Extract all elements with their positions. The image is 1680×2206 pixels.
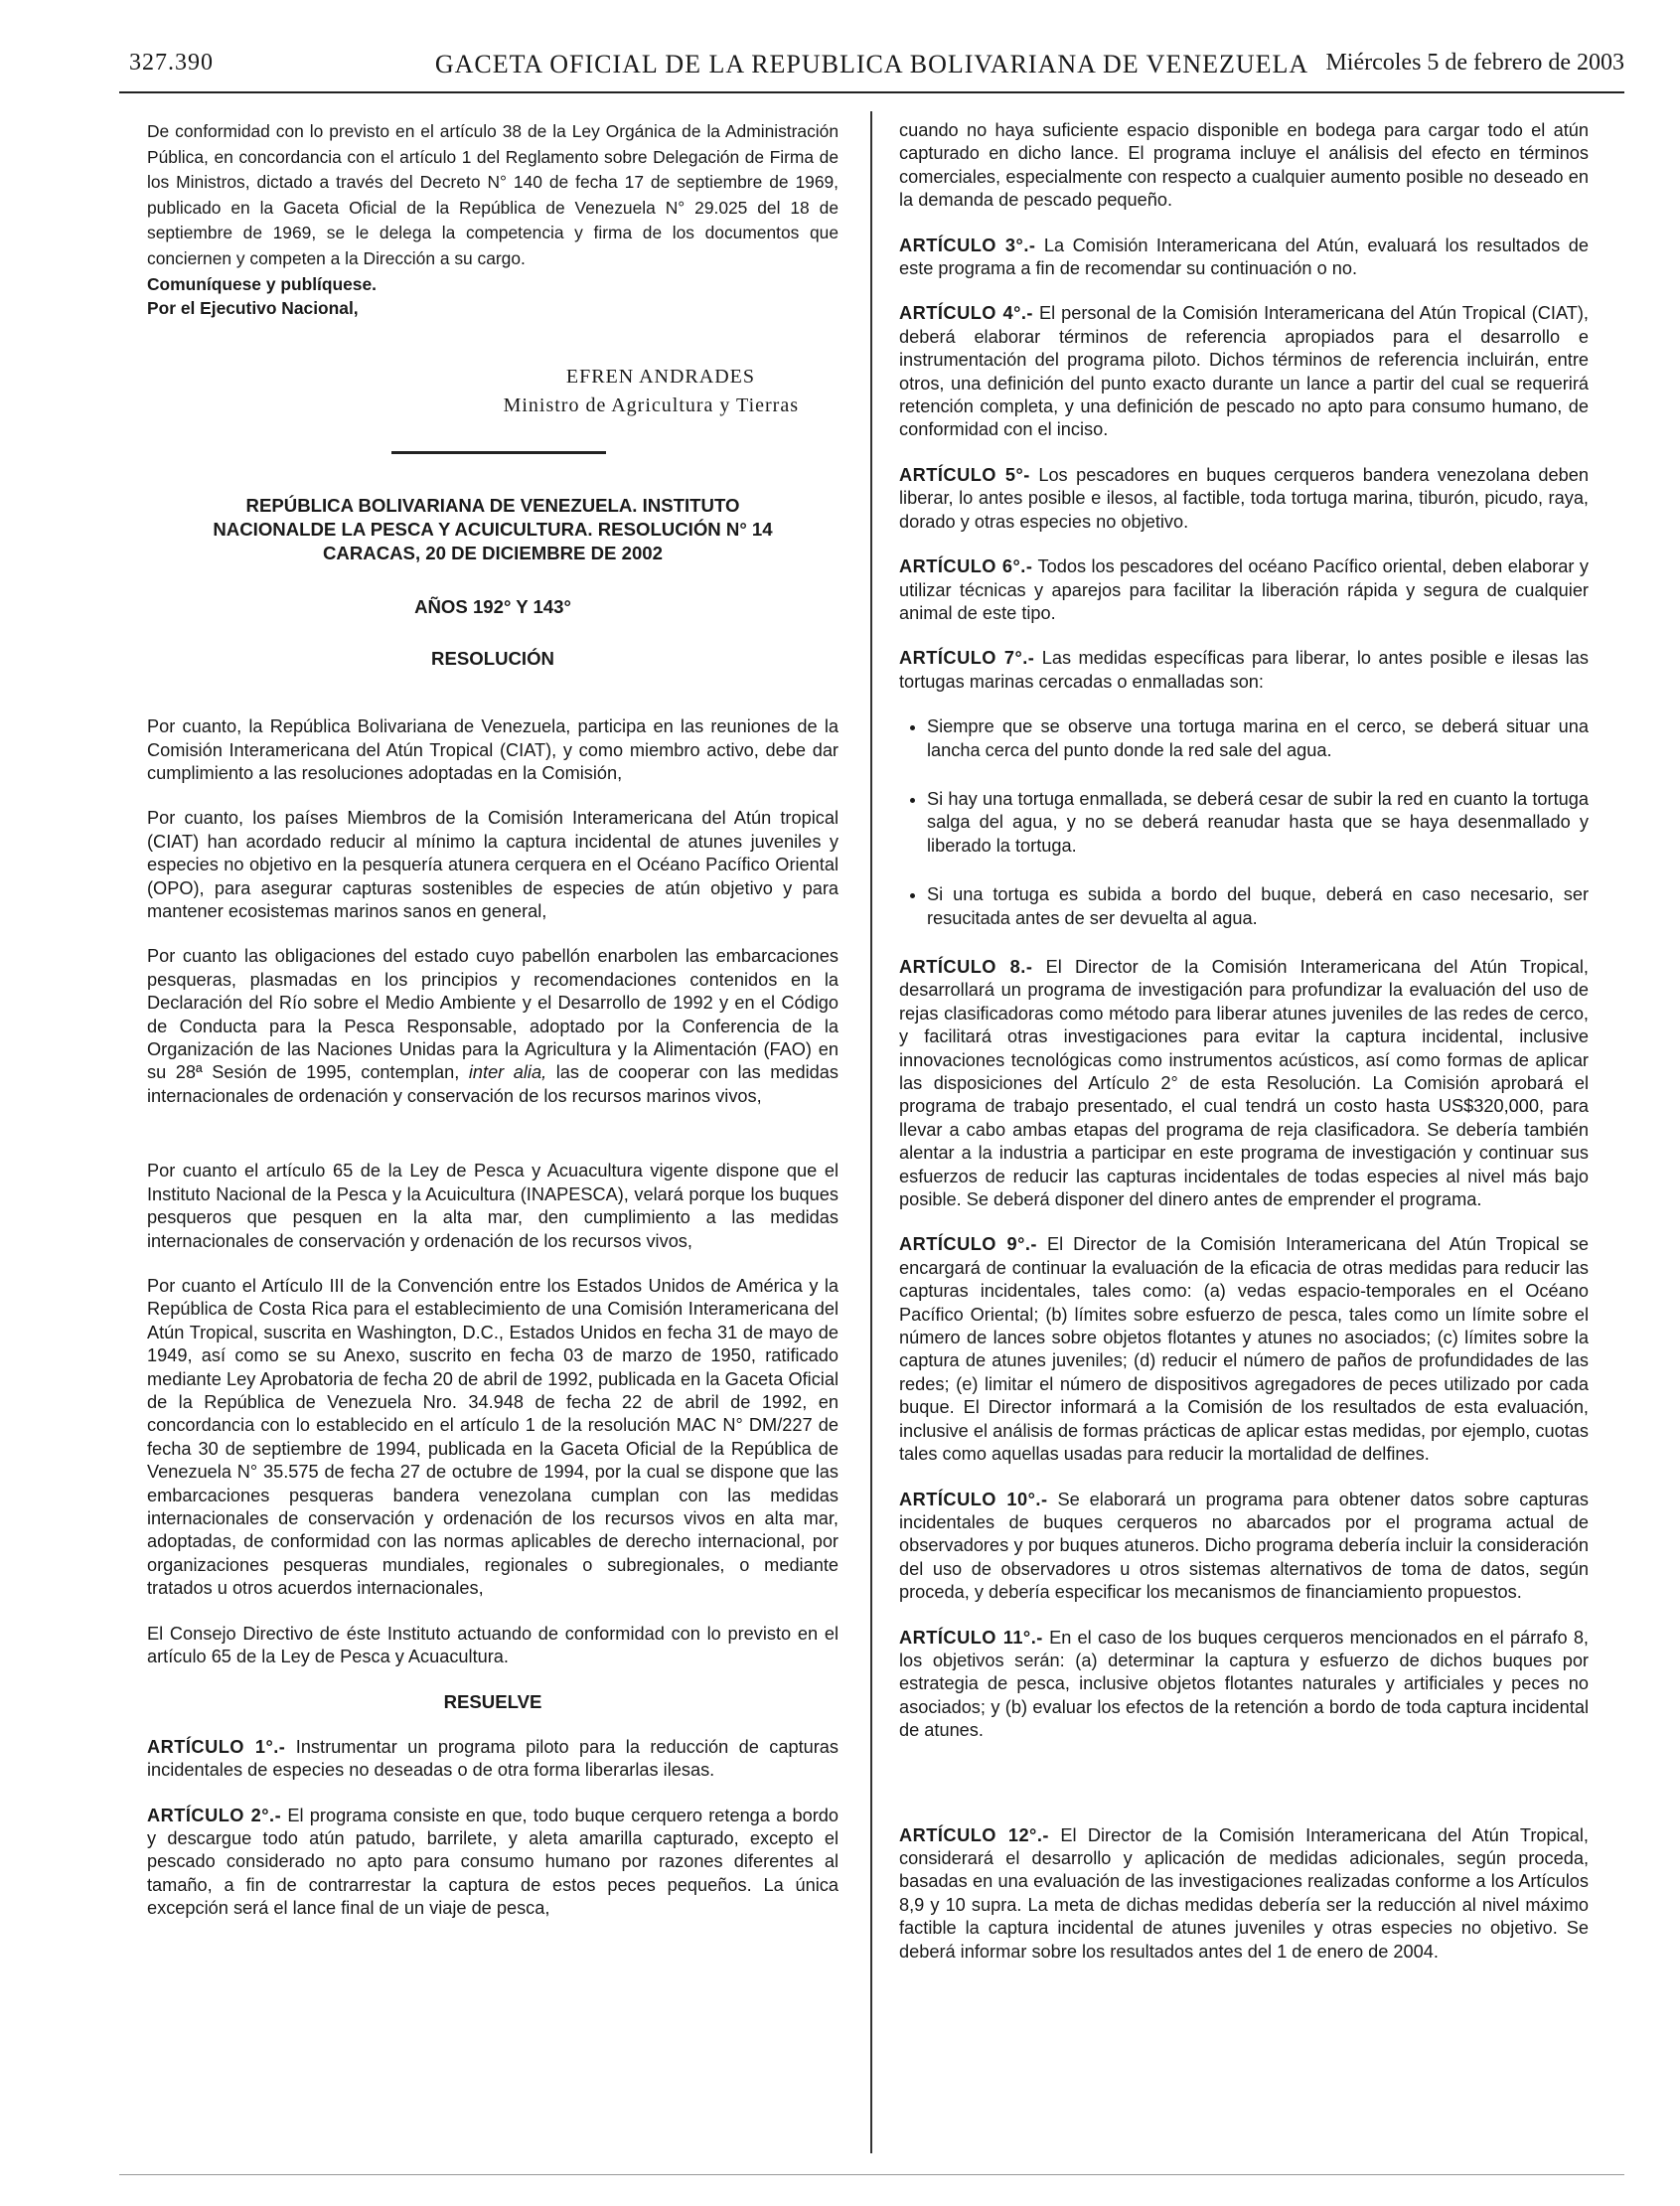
signature-block [147, 366, 839, 418]
signer-role: Ministro de Agricultura y Tierras [503, 394, 799, 416]
article-11-text: En el caso de los buques cerqueros mencionados en el párrafo 8, los objetivos serán: (a) determinar la captura y esfuerzo de dichos buques por estrategia de pesca, inclusive objetos flotantes naturales y artificiales y peces no asociados; y (b) evaluar los efectos de la retención a bordo de toda captura incidental de atunes. [899, 1627, 1589, 1741]
article-2-continued: cuando no haya suficiente espacio disponible en bodega para cargar todo el atún capturado en dicho lance. El programa incluye el análisis del efecto en términos comerciales, especialmente con respecto a cualquier aumento posible no deseado en la demanda de pescado pequeño. [899, 120, 1589, 211]
left-column [147, 119, 839, 1943]
article-1 [147, 1736, 839, 1783]
resolution-heading-line-1: REPÚBLICA BOLIVARIANA DE VENEZUELA. INSTITUTO [245, 495, 740, 517]
article-1-label: ARTÍCULO 1°.- [147, 1736, 286, 1757]
article-8 [899, 956, 1589, 1211]
article-3-label: ARTÍCULO 3°.- [899, 235, 1036, 255]
issue-date: Miércoles 5 de febrero de 2003 [1325, 50, 1624, 76]
column-divider [870, 111, 872, 2153]
article-11 [899, 1627, 1589, 1743]
article-8-label: ARTÍCULO 8.- [899, 956, 1033, 977]
page-header [119, 44, 1624, 93]
article-8-text: El Director de la Comisión Interamericana del Atún Tropical, desarrollará un programa de investigación para profundizar la evaluación del uso de rejas clasificadoras como método para liberar atunes juveniles de las redes de cerco, y facilitará otras investigaciones para evitar la captura incidental, inclusive innovaciones tecnológicas como instrumentos acústicos, así como formas de aplicar las disposiciones del Artículo 2° de esta Resolución. La Comisión aprobará el programa de trabajo presentado, el cual tendrá un costo hasta US$320,000, para llevar a cabo ambas etapas del programa de reja clasificadora. Se debería también alentar a la industria a participar en este programa de investigación y continuar sus esfuerzos de reducir las capturas incidentales de todas especies al nivel más bajo posible. Se deberá disponer del dinero antes de emprender el programa. [899, 956, 1589, 1210]
article-12-text: El Director de la Comisión Interamericana del Atún Tropical, considerará el desarrollo y aplicación de medidas adicionales, según proceda, basadas en una evaluación de las investigaciones realizadas conforme a los Artículos 8,9 y 10 supra. La meta de dichas medidas debería ser la reducción al nivel máximo factible la captura incidental de atunes juveniles y otras especies no objetivo. Se deberá informar sobre los resultados antes del 1 de enero de 2004. [899, 1824, 1589, 1962]
article-4 [899, 302, 1589, 441]
spacer [899, 1765, 1589, 1824]
article-6-label: ARTÍCULO 6°.- [899, 556, 1033, 577]
article-12 [899, 1824, 1589, 1964]
article-9 [899, 1233, 1589, 1466]
resolution-heading-line-2: NACIONALDE LA PESCA Y ACUICULTURA. RESOLUCIÓN N° 14 [213, 519, 773, 541]
list-item: • Si una tortuga es subida a bordo del buque, deberá en caso necesario, ser resucitada antes de ser devuelta al agua. [927, 883, 1589, 930]
article-3-text: La Comisión Interamericana del Atún, evaluará los resultados de este programa a fin de recomendar su continuación o no. [899, 235, 1589, 279]
article-1-text: Instrumentar un programa piloto para la reducción de capturas incidentales de especies no deseadas o de otra forma liberarlas ilesas. [147, 1736, 839, 1781]
resolucion-title: RESOLUCIÓN [431, 647, 554, 669]
considerando-1: Por cuanto, la República Bolivariana de Venezuela, participa en las reuniones de la Comisión Interamericana del Atún Tropical (CIAT), y como miembro activo, debe dar cumplimiento a las resoluciones adoptadas en la Comisión, [147, 716, 839, 783]
page-number: 327.390 [129, 50, 214, 76]
comuniquese-line: Comuníquese y publíquese. [147, 273, 377, 294]
resolution-heading-line-3: CARACAS, 20 DE DICIEMBRE DE 2002 [322, 543, 663, 564]
article-2-label: ARTÍCULO 2°.- [147, 1805, 282, 1825]
article-7 [899, 647, 1589, 694]
list-item: • Siempre que se observe una tortuga marina en el cerco, se deberá situar una lancha cerca del punto donde la red sale del agua. [927, 715, 1589, 762]
article-12-label: ARTÍCULO 12°.- [899, 1824, 1049, 1845]
years-line: AÑOS 192° Y 143° [414, 596, 571, 618]
article-7-text: Las medidas específicas para liberar, lo antes posible e ilesas las tortugas marinas cercadas o enmalladas son: [899, 648, 1589, 692]
list-item: • Si hay una tortuga enmallada, se deberá cesar de subir la red en cuanto la tortuga salga del agua, y no se deberá reanudar hasta que se haya desenmallado y liberado la tortuga. [927, 788, 1589, 858]
considerando-2: Por cuanto, los países Miembros de la Comisión Interamericana del Atún tropical (CIAT) han acordado reducir al mínimo la captura incidental de atunes juveniles y especies no objetivo en la pesquería atunera cerquera en el Océano Pacífico Oriental (OPO), para asegurar capturas sostenibles de especies de atún objetivo y para mantener ecosistemas marinos sanos en general, [147, 808, 839, 922]
article-10-label: ARTÍCULO 10°.- [899, 1489, 1048, 1509]
consejo-paragraph: El Consejo Directivo de éste Instituto actuando de conformidad con lo previsto en el artículo 65 de la Ley de Pesca y Acuacultura. [147, 1623, 839, 1666]
article-6 [899, 555, 1589, 625]
signer-name: EFREN ANDRADES [565, 365, 755, 388]
article-11-label: ARTÍCULO 11°.- [899, 1627, 1043, 1648]
article-9-text: El Director de la Comisión Interamericana del Atún Tropical se encargará de continuar la evaluación de la eficacia de otras medidas para reducir las capturas incidentales, tales como: (a) vedas espacio-temporales en el Océano Pacífico Oriental; (b) límites sobre esfuerzo de pesca, tales como un límite sobre el número de lances sobre objetos flotantes y atunes no asociados; (c) límites sobre la captura de atunes juveniles; (d) reducir el número de paños de profundidades de las redes; (e) limitar el número de dispositivos agregadores de peces utilizado por cada buque. El Director informará a la Comisión de los resultados de esta evaluación, inclusive el análisis de formas prácticas de aplicar estas medidas, por ejemplo, cuotas tales como aquellas usadas para reducir la mortalidad de delfines. [899, 1234, 1589, 1465]
article-10 [899, 1489, 1589, 1605]
ejecutivo-line: Por el Ejecutivo Nacional, [147, 297, 359, 318]
considerando-3-text: Por cuanto las obligaciones del estado cuyo pabellón enarbolen las embarcaciones pesqueras, plasmadas en los principios y recomendaciones contenidos en la Declaración del Río sobre el Medio Ambiente y el Desarrollo de 1992 y en el Código de Conducta para la Pesca Responsable, adoptado por la Conferencia de la Organización de las Naciones Unidas para la Agricultura y la Alimentación (FAO) en su 28ª Sesión de 1995, contemplan, [147, 946, 839, 1083]
spacer [147, 1130, 839, 1160]
resuelve-title: RESUELVE [443, 1691, 542, 1713]
bottom-rule [119, 2174, 1624, 2175]
resolution-heading [147, 494, 839, 565]
turtle-measures-list [899, 715, 1589, 930]
considerando-3-text-end: las de cooperar con las medidas internacionales de ordenación y conservación de los recursos marinos vivos, [147, 1062, 839, 1106]
delegation-paragraph: De conformidad con lo previsto en el artículo 38 de la Ley Orgánica de la Administración Pública, en concordancia con el artículo 1 del Reglamento sobre Delegación de Firma de los Ministros, dictado a través del Decreto N° 140 de fecha 17 de septiembre de 1969, publicado en la Gaceta Oficial de la República de Venezuela N° 29.025 del 18 de septiembre de 1969, se le delega la competencia y firma de los documentos que conciernen y competen a la Dirección a su cargo. [147, 121, 839, 268]
considerando-5: Por cuanto el Artículo III de la Convención entre los Estados Unidos de América y la República de Costa Rica para el establecimiento de una Comisión Interamericana del Atún Tropical, suscrita en Washington, D.C., Estados Unidos en fecha 31 de mayo de 1949, así como se su Anexo, suscrito en fecha 03 de marzo de 1950, ratificado mediante Ley Aprobatoria de fecha 20 de abril de 1992, publicada en la Gaceta Oficial de la República de Venezuela Nro. 34.948 de fecha 22 de abril de 1992, en concordancia con lo establecido en el artículo 1 de la resolución MAC N° DM/227 de fecha 30 de septiembre de 1994, publicada en la Gaceta Oficial de la República de Venezuela N° 35.575 de fecha 27 de octubre de 1994, por la cual se dispone que las embarcaciones pesqueras bandera venezolana cumplan con las medidas internacionales de conservación y ordenación de los recursos vivos en alta mar, adoptadas, de conformidad con las normas aplicables de derecho internacional, por organizaciones pesqueras mundiales, regionales o subregionales, o mediante tratados u otros acuerdos internacionales, [147, 1275, 839, 1599]
article-5-label: ARTÍCULO 5°- [899, 464, 1030, 485]
article-5-text: Los pescadores en buques cerqueros bandera venezolana deben liberar, lo antes posible e ilesos, al factible, toda tortuga marina, tiburón, picudo, raya, dorado y otras especies no objetivo. [899, 464, 1589, 532]
article-7-label: ARTÍCULO 7°.- [899, 648, 1035, 669]
right-column [899, 119, 1589, 1985]
article-9-label: ARTÍCULO 9°.- [899, 1234, 1037, 1255]
inter-alia: inter alia, [468, 1062, 547, 1083]
considerando-4: Por cuanto el artículo 65 de la Ley de Pesca y Acuacultura vigente dispone que el Instituto Nacional de la Pesca y la Acuicultura (INAPESCA), velará porque los buques pesqueros que pesquen en la alta mar, den cumplimiento a las medidas internacionales de conservación y ordenación de los recursos vivos, [147, 1161, 839, 1251]
article-4-label: ARTÍCULO 4°.- [899, 303, 1033, 324]
article-2 [147, 1805, 839, 1921]
article-10-text: Se elaborará un programa para obtener datos sobre capturas incidentales de buques cerqueros no abarcados por el programa actual de observadores y por buques atuneros. Dicho programa debería incluir la consideración del uso de observadores u otros sistemas alternativos de toma de datos, según proceda, y debería especificar los mecanismos de financiamiento propuestos. [899, 1489, 1589, 1603]
article-4-text: El personal de la Comisión Interamericana del Atún Tropical (CIAT), deberá elaborar términos de referencia apropiados para el desarrollo e instrumentación del programa piloto. Dichos términos de referencia incluirán, entre otros, una definición del punto exacto durante un lance a partir del cual se requerirá retención completa, y una definición de pescado no apto para consumo humano, de conformidad con el inciso. [899, 303, 1589, 440]
article-2-text: El programa consiste en que, todo buque cerquero retenga a bordo y descargue todo atún patudo, barrilete, y aleta amarilla capturado, excepto el pescado considerado no apto para consumo humano por razones diferentes al tamaño, a fin de contrarrestar la captura de estos peces pequeños. La única excepción será el lance final de un viaje de pesca, [147, 1805, 839, 1919]
article-6-text: Todos los pescadores del océano Pacífico oriental, deben elaborar y utilizar técnicas y aparejos para facilitar la liberación rápida y segura de cualquier animal de este tipo. [899, 556, 1589, 623]
article-5 [899, 464, 1589, 534]
considerando-3 [147, 945, 839, 1108]
article-3 [899, 235, 1589, 281]
gazette-title: GACETA OFICIAL DE LA REPUBLICA BOLIVARIANA DE VENEZUELA [434, 50, 1309, 79]
section-rule [391, 451, 606, 454]
